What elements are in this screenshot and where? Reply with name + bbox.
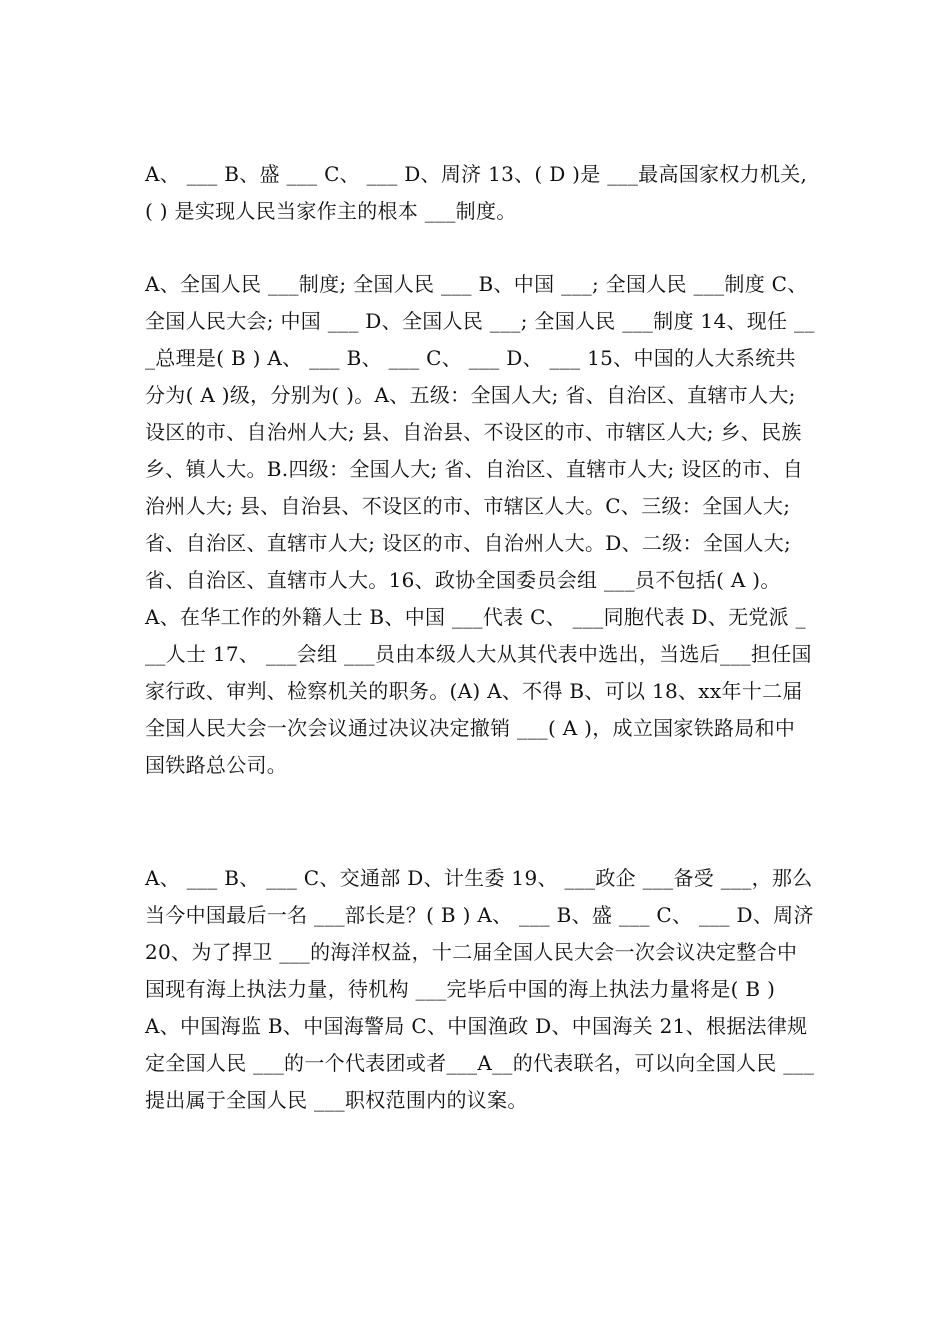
paragraph-3: A、 ___ B、 ___ C、交通部 D、计生委 19、 ___政企 ___备受 ___，那么当今中国最后一名 ___部长是？( B ) A、 ___ B、盛 ___ C、 ___ D、周济 20、为了捍卫 ___的海洋权益，十二届全国人民大会一次会议决定整合中国现有海上执法力量，待机构 ___完毕后中国的海上执法力量将是( B ) A、中国海监 B、中国海警局 C、中国渔政 D、中国海关 21、根据法律规定全国人民 ___的一个代表团或者___A__的代表联名，可以向全国人民 ___提出属于全国人民 ___职权范围内的议案。 xyxy=(145,866,815,1112)
paragraph-1: A、 ___ B、盛 ___ C、 ___ D、周济 13、( D )是 ___最高国家权力机关, ( ) 是实现人民当家作主的根本 ___制度。 xyxy=(145,162,808,223)
paragraph-2: A、全国人民 ___制度; 全国人民 ___ B、中国 ___; 全国人民 ___制度 C、全国人民大会; 中国 ___ D、全国人民 ___; 全国人民 ___制度 14、现任 ___总理是( B ) A、 ___ B、 ___ C、 ___ D、 ___ 15、中国的人大系统共分为( A )级，分别为( )。A、五级：全国人大; 省、自治区、直辖市人大; 设区的市、自治州人大; 县、自治县、不设区的市、市辖区人大; 乡、民族乡、镇人大。B.四级：全国人大; 省、自治区、直辖市人大; 设区的市、自治州人大; 县、自治县、不设区的市、市辖区人大。C、三级：全国人大; 省、自治区、直辖市人大; 设区的市、自治州人大。D、二级：全国人大; 省、自治区、直辖市人大。16、政协全国委员会组 ___员不包括( A )。A、在华工作的外籍人士 B、中国 ___代表 C、 ___同胞代表 D、无党派 ___人士 17、 ___会组 ___员由本级人大从其代表中选出，当选后___担任国家行政、审判、检察机关的职务。(A) A、不得 B、可以 18、xx年十二届全国人民大会一次会议通过决议决定撤销 ___( A )，成立国家铁路局和中国铁路总公司。 xyxy=(145,272,815,777)
